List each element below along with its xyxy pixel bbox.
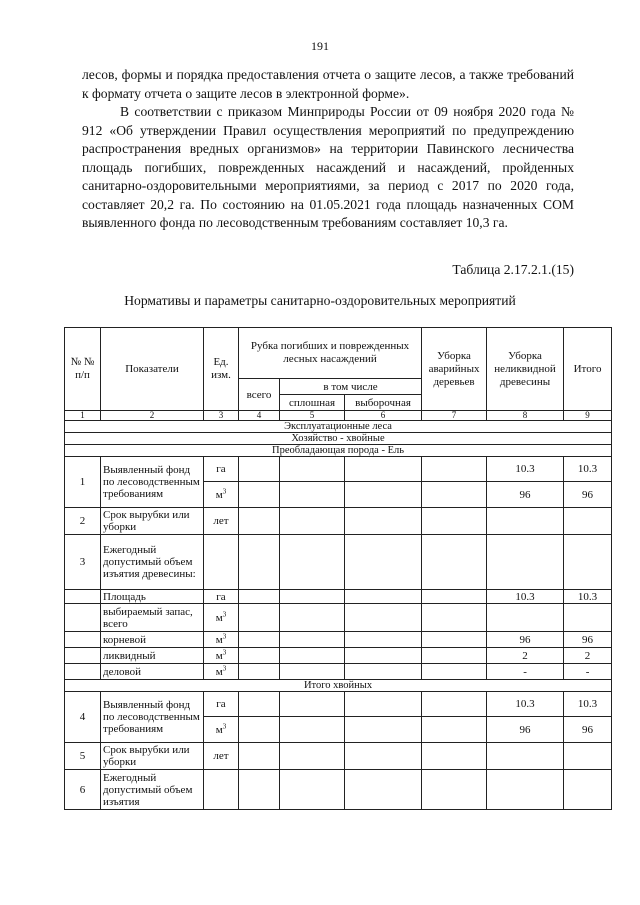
row-unit: $м^3$ bbox=[204, 632, 239, 648]
cell-illiquid: 10.3 bbox=[487, 692, 564, 717]
row-unit: $м^3$ bbox=[204, 604, 239, 632]
row-label: Ежегодный допустимый объем изъятия древесины: bbox=[101, 535, 204, 590]
col-number: 8 bbox=[487, 411, 564, 421]
table-row bbox=[65, 508, 612, 535]
norms-table bbox=[64, 327, 612, 810]
cell-illiquid: 2 bbox=[487, 648, 564, 664]
row-label: ликвидный bbox=[101, 648, 204, 664]
header-num: № № п/п bbox=[65, 328, 101, 411]
row-label: Срок вырубки или уборки bbox=[101, 743, 204, 770]
cell-sum: - bbox=[564, 664, 612, 680]
col-number: 1 bbox=[65, 411, 101, 421]
cell-illiquid: 96 bbox=[487, 482, 564, 508]
row-number: 4 bbox=[65, 692, 101, 743]
row-label: Выявленный фонд по лесоводственным требованиям bbox=[101, 692, 204, 743]
header-emergency: Уборка аварийных деревьев bbox=[422, 328, 487, 411]
row-number: 1 bbox=[65, 457, 101, 508]
table-row bbox=[65, 457, 612, 482]
col-number: 3 bbox=[204, 411, 239, 421]
row-number: 6 bbox=[65, 770, 101, 810]
col-number: 2 bbox=[101, 411, 204, 421]
header-including: в том числе bbox=[280, 379, 422, 395]
row-number: 5 bbox=[65, 743, 101, 770]
row-number: 2 bbox=[65, 508, 101, 535]
col-number: 6 bbox=[345, 411, 422, 421]
row-unit: $м^3$ bbox=[204, 648, 239, 664]
cell-illiquid: 96 bbox=[487, 717, 564, 743]
table-row bbox=[65, 535, 612, 590]
header-total-sub: всего bbox=[239, 379, 280, 411]
section-row bbox=[65, 680, 612, 692]
row-label: Срок вырубки или уборки bbox=[101, 508, 204, 535]
table-row bbox=[65, 604, 612, 632]
cell-illiquid: 10.3 bbox=[487, 590, 564, 604]
row-unit: $м^3$ bbox=[204, 717, 239, 743]
row-unit: $м^3$ bbox=[204, 664, 239, 680]
header-unit: Ед. изм. bbox=[204, 328, 239, 411]
section-species: Преобладающая порода - Ель bbox=[65, 445, 612, 457]
row-label: выбираемый запас, всего bbox=[101, 604, 204, 632]
row-unit: лет bbox=[204, 508, 239, 535]
page-number: 191 bbox=[311, 39, 329, 53]
section-forest: Эксплуатационные леса bbox=[65, 421, 612, 433]
table-row bbox=[65, 648, 612, 664]
table-title: Нормативы и параметры санитарно-оздоровительных мероприятий bbox=[124, 293, 516, 308]
section-row bbox=[65, 433, 612, 445]
row-unit: лет bbox=[204, 743, 239, 770]
table-row bbox=[65, 692, 612, 717]
cell-sum: 96 bbox=[564, 632, 612, 648]
paragraph-intro: лесов, формы и порядка предоставления отчета о защите лесов, а также требований к формату отчета о защите лесов в электронной форме». bbox=[82, 67, 574, 101]
col-number: 4 bbox=[239, 411, 280, 421]
col-number: 5 bbox=[280, 411, 345, 421]
header-illiquid: Уборка неликвидной древесины bbox=[487, 328, 564, 411]
paragraph-main: В соответствии с приказом Минприроды России от 09 ноября 2020 года № 912 «Об утверждении Правил осуществления мероприятий по предупреждению распространения вредных организмов» на территории Павинского лесничества площадь погибших, поврежденных насаждений и насаждений, пройденных санитарно-оздоровительными мероприятиями, за период с 2017 по 2020 года, составляет 20,2 га. По состоянию на 01.05.2021 года площадь назначенных СОМ выявленного фонда по лесоводственным требованиям составляет 10,3 га. bbox=[82, 104, 574, 230]
table-row bbox=[65, 743, 612, 770]
header-row-1 bbox=[65, 328, 612, 379]
cell-illiquid: 10.3 bbox=[487, 457, 564, 482]
row-unit: га bbox=[204, 457, 239, 482]
row-label: деловой bbox=[101, 664, 204, 680]
header-clear: сплошная bbox=[280, 395, 345, 411]
row-label: корневой bbox=[101, 632, 204, 648]
table-row bbox=[65, 590, 612, 604]
cell-sum: 96 bbox=[564, 717, 612, 743]
cell-sum: 10.3 bbox=[564, 457, 612, 482]
cell-illiquid: - bbox=[487, 664, 564, 680]
header-selective: выборочная bbox=[345, 395, 422, 411]
header-sum: Итого bbox=[564, 328, 612, 411]
row-unit: га bbox=[204, 590, 239, 604]
table-row bbox=[65, 664, 612, 680]
header-felling: Рубка погибших и поврежденных лесных насаждений bbox=[239, 328, 422, 379]
row-number: 3 bbox=[65, 535, 101, 590]
row-label: Выявленный фонд по лесоводственным требованиям bbox=[101, 457, 204, 508]
row-label: Ежегодный допустимый объем изъятия bbox=[101, 770, 204, 810]
row-unit: га bbox=[204, 692, 239, 717]
column-number-row bbox=[65, 411, 612, 421]
cell-sum: 10.3 bbox=[564, 692, 612, 717]
table-label: Таблица 2.17.2.1.(15) bbox=[452, 262, 574, 277]
col-number: 7 bbox=[422, 411, 487, 421]
row-unit: $м^3$ bbox=[204, 482, 239, 508]
header-indicators: Показатели bbox=[101, 328, 204, 411]
table-row bbox=[65, 632, 612, 648]
cell-illiquid: 96 bbox=[487, 632, 564, 648]
cell-sum: 10.3 bbox=[564, 590, 612, 604]
cell-sum: 96 bbox=[564, 482, 612, 508]
section-farm: Хозяйство - хвойные bbox=[65, 433, 612, 445]
section-row bbox=[65, 421, 612, 433]
col-number: 9 bbox=[564, 411, 612, 421]
row-label: Площадь bbox=[101, 590, 204, 604]
table-row bbox=[65, 770, 612, 810]
section-total-conifer: Итого хвойных bbox=[65, 680, 612, 692]
section-row bbox=[65, 445, 612, 457]
cell-sum: 2 bbox=[564, 648, 612, 664]
